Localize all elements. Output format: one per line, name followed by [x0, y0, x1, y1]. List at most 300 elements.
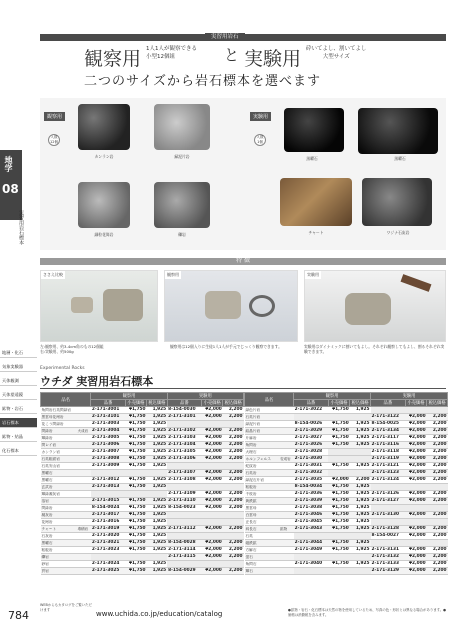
table-cell: 黒雲母 — [245, 505, 280, 512]
table-row — [245, 442, 448, 449]
table-row — [245, 449, 448, 456]
table-cell: 方解石 — [245, 547, 280, 554]
section-title: ウチダ 実習用岩石標本 — [40, 375, 154, 388]
table-cell: 石英 — [245, 533, 280, 540]
table-cell: 2-171-3106 — [167, 456, 201, 463]
table-cell: 1,925 — [350, 491, 371, 498]
table-cell: 2-171-3123 — [371, 470, 406, 477]
table-cell: 2-171-3036 — [294, 491, 329, 498]
table-cell: ¥1,750 — [328, 561, 349, 568]
table-row — [41, 568, 244, 575]
table-cell: 2-171-3108 — [167, 477, 201, 484]
table-cell — [328, 554, 349, 561]
table-cell — [279, 561, 293, 568]
table-row — [245, 484, 448, 491]
table-cell: 1,925 — [350, 428, 371, 435]
side-nav-item[interactable]: 地層・化石 — [0, 348, 37, 358]
table-cell: ¥1,750 — [125, 463, 146, 470]
table-cell: 1,925 — [147, 505, 168, 512]
table-cell — [167, 484, 201, 491]
experiment-tag: 実験用 — [250, 112, 271, 121]
table-row — [245, 414, 448, 421]
table-cell — [167, 519, 201, 526]
table-cell: 角閃岩 — [245, 442, 280, 449]
top-label: 実習用岩石 — [205, 33, 245, 41]
table-cell: 2-171-3101 — [91, 414, 125, 421]
table-cell: 1,925 — [147, 456, 168, 463]
table-cell: 2,200 — [223, 456, 244, 463]
table-cell: 2,200 — [223, 414, 244, 421]
table-cell: ¥2,000 — [202, 407, 223, 414]
table-cell: 1,925 — [147, 519, 168, 526]
table-cell: 2-171-3009 — [91, 463, 125, 470]
table-row — [41, 512, 244, 519]
table-cell: 8-154-0025 — [371, 421, 406, 428]
table-cell: 結晶片岩 — [245, 428, 280, 435]
table-cell: 2,200 — [427, 456, 448, 463]
table-cell: 1,925 — [350, 484, 371, 491]
observation-count-badge — [48, 134, 60, 146]
col-header: 実験用 — [167, 393, 243, 400]
table-cell — [77, 505, 91, 512]
table-cell — [350, 470, 371, 477]
table-row — [245, 435, 448, 442]
table-cell: 1,925 — [147, 561, 168, 568]
table-cell — [405, 519, 426, 526]
table-cell — [427, 407, 448, 414]
table-cell: ¥2,000 — [405, 554, 426, 561]
rock-image — [78, 104, 130, 150]
table-cell: 2-171-3128 — [371, 526, 406, 533]
table-row — [41, 547, 244, 554]
table-cell: 2,200 — [223, 540, 244, 547]
table-cell — [202, 484, 223, 491]
table-row — [245, 554, 448, 561]
table-cell: ¥1,750 — [125, 561, 146, 568]
table-cell: 石英粗面岩 — [41, 456, 77, 463]
table-cell — [279, 491, 293, 498]
table-cell: 1,925 — [350, 407, 371, 414]
table-cell — [77, 435, 91, 442]
table-cell: 2-171-3040 — [294, 561, 329, 568]
table-cell — [405, 484, 426, 491]
table-cell — [279, 449, 293, 456]
table-cell — [350, 449, 371, 456]
rock-image — [154, 104, 210, 150]
table-cell: ¥1,750 — [125, 484, 146, 491]
rock-caption: ワジナ石灰岩 — [386, 230, 410, 235]
table-cell: 2-171-3001 — [91, 407, 125, 414]
feature-photo — [40, 270, 158, 342]
rock-caption: カンラン岩 — [94, 154, 114, 159]
photo-description: 観察用は12個入りに生徒1人1人が手元でじっくり観察できます。 — [170, 344, 282, 349]
table-cell: ¥2,000 — [202, 477, 223, 484]
table-cell: 2,200 — [223, 547, 244, 554]
table-cell — [91, 554, 125, 561]
col-subheader: 品番 — [91, 400, 125, 407]
table-cell: ¥2,000 — [405, 477, 426, 484]
table-row — [41, 554, 244, 561]
table-cell — [77, 477, 91, 484]
table-cell — [350, 554, 371, 561]
table-cell: 2,200 — [427, 533, 448, 540]
side-nav-item[interactable]: 化石標本 — [0, 446, 37, 456]
table-cell — [77, 561, 91, 568]
table-cell: 2-171-3044 — [294, 540, 329, 547]
table-cell — [279, 554, 293, 561]
table-cell — [427, 505, 448, 512]
rock-image — [358, 108, 438, 154]
table-cell: ¥1,750 — [328, 435, 349, 442]
table-cell: ¥2,000 — [405, 442, 426, 449]
col-subheader: 税込価格 — [148, 401, 166, 406]
table-cell: 2-171-3107 — [167, 470, 201, 477]
table-cell: 2-171-3112 — [167, 526, 201, 533]
table-cell — [328, 449, 349, 456]
table-cell: ¥1,750 — [125, 442, 146, 449]
table-row — [41, 456, 244, 463]
col-subheader: 小売価格 — [328, 400, 349, 407]
section-subtitle: Experimental Rocks — [40, 366, 85, 371]
hammer-image — [401, 274, 432, 292]
table-row — [41, 498, 244, 505]
table-cell: 2-171-3013 — [91, 484, 125, 491]
table-cell: 千枚岩 — [245, 491, 280, 498]
col-subheader: 税込価格 — [351, 401, 369, 406]
table-cell: 1,925 — [147, 547, 168, 554]
table-cell: 2-171-3019 — [91, 526, 125, 533]
title-and: と — [224, 46, 240, 64]
table-cell: 2-171-3017 — [91, 512, 125, 519]
table-cell — [202, 519, 223, 526]
table-cell: 2,200 — [427, 414, 448, 421]
table-cell: 閃緑岩 — [41, 428, 77, 435]
table-cell: ¥1,750 — [328, 463, 349, 470]
table-cell — [167, 561, 201, 568]
table-cell: ¥2,000 — [202, 449, 223, 456]
table-cell: 1,925 — [147, 512, 168, 519]
col-header: 品名 — [245, 393, 294, 407]
table-cell: 2-171-3035 — [294, 477, 329, 484]
table-cell: 1,925 — [350, 498, 371, 505]
table-cell — [167, 533, 201, 540]
table-cell: ¥2,000 — [328, 477, 349, 484]
table-cell: 角閃岩石英閃緑岩 — [41, 407, 77, 414]
table-cell: ¥1,750 — [328, 498, 349, 505]
side-nav-item[interactable]: 気象実験器 — [0, 362, 37, 372]
table-cell: ¥2,000 — [202, 470, 223, 477]
table-cell — [328, 414, 349, 421]
table-cell: ¥1,750 — [125, 540, 146, 547]
table-cell: 1,925 — [350, 435, 371, 442]
table-cell: 2-171-3016 — [91, 519, 125, 526]
table-cell: ¥2,000 — [202, 428, 223, 435]
table-cell: 2-171-3003 — [91, 421, 125, 428]
table-cell: ¥2,000 — [202, 568, 223, 575]
photo-label: 実験用 — [307, 272, 319, 277]
table-cell: ¥2,000 — [405, 512, 426, 519]
table-cell: 2-171-3031 — [294, 463, 329, 470]
rock-image — [362, 178, 432, 226]
table-cell: 輝緑凝灰岩 — [41, 491, 77, 498]
table-cell: 2-171-3023 — [91, 547, 125, 554]
rock-caption: 細粒花崗岩 — [94, 232, 114, 237]
price-table-right — [244, 392, 448, 575]
table-cell: 花崗岩 — [41, 519, 77, 526]
rock-caption: 緑泥片岩 — [174, 154, 190, 159]
table-cell — [125, 554, 146, 561]
table-cell — [294, 533, 329, 540]
table-row — [245, 547, 448, 554]
table-cell — [167, 512, 201, 519]
side-nav-item[interactable]: 天体望遠鏡 — [0, 390, 37, 400]
table-cell: ¥2,000 — [405, 547, 426, 554]
table-cell: 2-171-3025 — [91, 568, 125, 575]
table-cell: 2,200 — [427, 498, 448, 505]
side-nav-item[interactable]: 天体観測 — [0, 376, 37, 386]
table-cell — [279, 428, 293, 435]
table-cell: 2,200 — [427, 554, 448, 561]
table-row — [245, 407, 448, 414]
table-cell: ¥1,750 — [328, 519, 349, 526]
table-cell — [350, 568, 371, 575]
table-cell: 2-171-3116 — [371, 442, 406, 449]
table-cell: 2,200 — [223, 407, 244, 414]
photo-description: 実験用はダイナミックに割いてもよし。それぞれ観察してもよし、割るそれぞれ実験できます。 — [304, 344, 445, 354]
table-cell: ¥2,000 — [405, 421, 426, 428]
table-cell: ¥1,750 — [125, 407, 146, 414]
table-cell: 1,925 — [147, 498, 168, 505]
table-cell: 2-171-3005 — [91, 435, 125, 442]
table-cell — [91, 470, 125, 477]
count-value: 12個 — [50, 140, 58, 144]
table-cell — [77, 484, 91, 491]
table-cell: 2-171-3109 — [167, 491, 201, 498]
count-label: 入数 — [256, 135, 264, 139]
table-cell: 2,200 — [223, 435, 244, 442]
feature-photo — [304, 270, 446, 342]
table-cell: 2,200 — [427, 526, 448, 533]
feature-photo — [164, 270, 298, 342]
title-observation: 観察用 — [84, 48, 142, 70]
side-nav-item[interactable]: 岩石標本 — [0, 418, 37, 428]
table-cell: ¥2,000 — [202, 526, 223, 533]
table-cell: 2-171-3133 — [371, 561, 406, 568]
table-cell: ¥1,750 — [328, 428, 349, 435]
table-cell: 2,200 — [223, 477, 244, 484]
table-row — [41, 561, 244, 568]
title-experiment-sub: 砕いてよし、割いてよし 大型サイズ — [306, 46, 367, 60]
table-cell: ¥2,000 — [405, 533, 426, 540]
table-cell: 2,200 — [223, 526, 244, 533]
table-row — [41, 463, 244, 470]
title-observation-sub: 1人1人が観察できる 小型12個組 — [146, 46, 197, 60]
table-row — [41, 540, 244, 547]
table-cell: 2-171-3043 — [294, 526, 329, 533]
table-cell: ¥2,000 — [202, 498, 223, 505]
footer-note: ●鉱物・岩石・化石標本は天然の物を使用しているため、写真の色・形状とは異なる場合があります。●価格は消費税を含みます。 — [288, 608, 447, 617]
table-cell: ¥1,750 — [328, 540, 349, 547]
side-nav-item[interactable]: 鉱物・岩石 — [0, 404, 37, 414]
table-cell: ¥2,000 — [202, 414, 223, 421]
table-cell: 2,200 — [223, 554, 244, 561]
table-cell — [77, 449, 91, 456]
table-cell: カンラン岩 — [41, 449, 77, 456]
table-cell — [125, 470, 146, 477]
table-cell: 2-171-3026 — [294, 442, 329, 449]
table-cell: 1,925 — [350, 519, 371, 526]
table-cell: ¥2,000 — [405, 414, 426, 421]
table-cell: ¥1,750 — [125, 512, 146, 519]
table-cell — [279, 540, 293, 547]
table-cell: ¥1,750 — [328, 407, 349, 414]
table-cell — [279, 505, 293, 512]
table-cell: 片麻岩 — [245, 435, 280, 442]
side-category: 実習用岩石標本 — [18, 210, 24, 245]
table-cell — [77, 414, 91, 421]
table-cell — [279, 435, 293, 442]
table-cell: 1,925 — [147, 568, 168, 575]
photo-description: 左:観察用、約3-4cm角のもの12個組 右:実験用、約500g — [40, 344, 104, 354]
table-cell: 1,925 — [350, 540, 371, 547]
table-cell — [405, 407, 426, 414]
table-cell — [371, 505, 406, 512]
large-rock-image — [103, 289, 143, 321]
table-cell: 1,925 — [147, 463, 168, 470]
table-cell — [223, 421, 244, 428]
table-row — [245, 561, 448, 568]
table-cell — [279, 498, 293, 505]
table-cell — [427, 540, 448, 547]
table-cell: ¥2,000 — [202, 547, 223, 554]
col-header: 観察用 — [91, 393, 167, 400]
col-header: 観察用 — [294, 393, 371, 400]
rock-caption: 黒曜石 — [394, 156, 406, 161]
table-row — [245, 456, 448, 463]
table-cell: ¥1,750 — [125, 449, 146, 456]
table-cell: ¥2,000 — [202, 491, 223, 498]
table-cell: 2-171-3118 — [371, 449, 406, 456]
table-cell: 鉱物 — [279, 526, 293, 533]
table-cell: 2,200 — [427, 421, 448, 428]
rock-caption: チャート — [308, 230, 324, 235]
table-cell: ¥1,750 — [125, 435, 146, 442]
table-cell: 2,200 — [427, 470, 448, 477]
table-cell — [279, 407, 293, 414]
footer-url[interactable]: www.uchida.co.jp/education/catalog — [96, 610, 223, 618]
table-cell: 2-171-3126 — [371, 491, 406, 498]
col-subheader: 小売価格 — [202, 400, 223, 407]
table-cell: 2-171-3132 — [371, 554, 406, 561]
table-row — [41, 414, 244, 421]
count-label: 入数 — [50, 135, 58, 139]
table-cell: 2-171-3103 — [167, 435, 201, 442]
table-row — [245, 463, 448, 470]
table-cell — [279, 414, 293, 421]
table-cell: 2-171-3127 — [371, 498, 406, 505]
table-row — [245, 477, 448, 484]
table-row — [41, 519, 244, 526]
table-cell: 火成岩 — [77, 428, 91, 435]
table-cell: 2-171-3110 — [167, 498, 201, 505]
table-cell: 8-154-0024 — [91, 505, 125, 512]
col-header: 品名 — [41, 393, 91, 407]
table-cell — [77, 519, 91, 526]
table-cell: 2,200 — [223, 449, 244, 456]
table-cell: 2-171-3105 — [167, 449, 201, 456]
table-cell: 8-154-0030 — [167, 407, 201, 414]
table-row — [41, 428, 244, 435]
table-cell: 緑泥片岩 — [245, 421, 280, 428]
table-cell: 1,925 — [147, 414, 168, 421]
table-row — [41, 435, 244, 442]
table-cell: 白雲母 — [245, 512, 280, 519]
table-cell: 溶岩 — [41, 498, 77, 505]
table-cell: 2-171-3134 — [371, 428, 406, 435]
table-cell — [223, 463, 244, 470]
observation-panel — [40, 98, 246, 250]
table-cell — [77, 442, 91, 449]
table-row — [41, 477, 244, 484]
table-cell: ¥1,750 — [125, 505, 146, 512]
table-cell: 1,925 — [350, 421, 371, 428]
table-cell — [279, 463, 293, 470]
table-row — [245, 428, 448, 435]
table-cell — [91, 491, 125, 498]
table-row — [41, 442, 244, 449]
table-cell: 2-171-3049 — [294, 547, 329, 554]
table-cell — [279, 547, 293, 554]
footer-web-text: WEBからもカタログをご覧いただけます — [40, 603, 92, 612]
price-table-left — [40, 392, 244, 575]
table-cell: ¥1,750 — [328, 526, 349, 533]
table-cell: ¥1,750 — [125, 568, 146, 575]
table-cell — [328, 568, 349, 575]
table-cell: 1,925 — [147, 428, 168, 435]
rock-image — [345, 293, 391, 325]
rock-caption: 黒曜石 — [306, 156, 318, 161]
side-nav-item[interactable]: 鉱物・結晶 — [0, 432, 37, 442]
table-cell — [147, 491, 168, 498]
table-cell — [223, 533, 244, 540]
table-row — [41, 407, 244, 414]
table-cell: 2,200 — [223, 428, 244, 435]
table-cell — [350, 533, 371, 540]
table-cell: 石英安山岩 — [41, 463, 77, 470]
table-cell: 石灰岩 — [41, 533, 77, 540]
table-cell: 2-171-3030 — [294, 456, 329, 463]
table-cell: ¥2,000 — [202, 456, 223, 463]
table-cell — [328, 533, 349, 540]
col-header: 実験用 — [371, 393, 448, 400]
table-cell: ¥2,000 — [405, 561, 426, 568]
rock-image — [78, 182, 130, 228]
col-subheader: 税込価格 — [224, 401, 242, 406]
table-cell: 2-171-3021 — [91, 540, 125, 547]
table-cell: ¥1,750 — [125, 456, 146, 463]
table-cell: 2-171-3115 — [167, 554, 201, 561]
table-cell — [77, 407, 91, 414]
table-cell: 変成岩 — [279, 456, 293, 463]
page-number: 784 — [8, 609, 29, 622]
photo-label: 観察用 — [167, 272, 179, 277]
table-cell: 8-154-0026 — [294, 421, 329, 428]
table-cell: 2,200 — [223, 491, 244, 498]
table-cell: ¥2,000 — [405, 449, 426, 456]
table-row — [41, 505, 244, 512]
table-cell: 2,200 — [427, 547, 448, 554]
table-cell: 2,200 — [427, 463, 448, 470]
